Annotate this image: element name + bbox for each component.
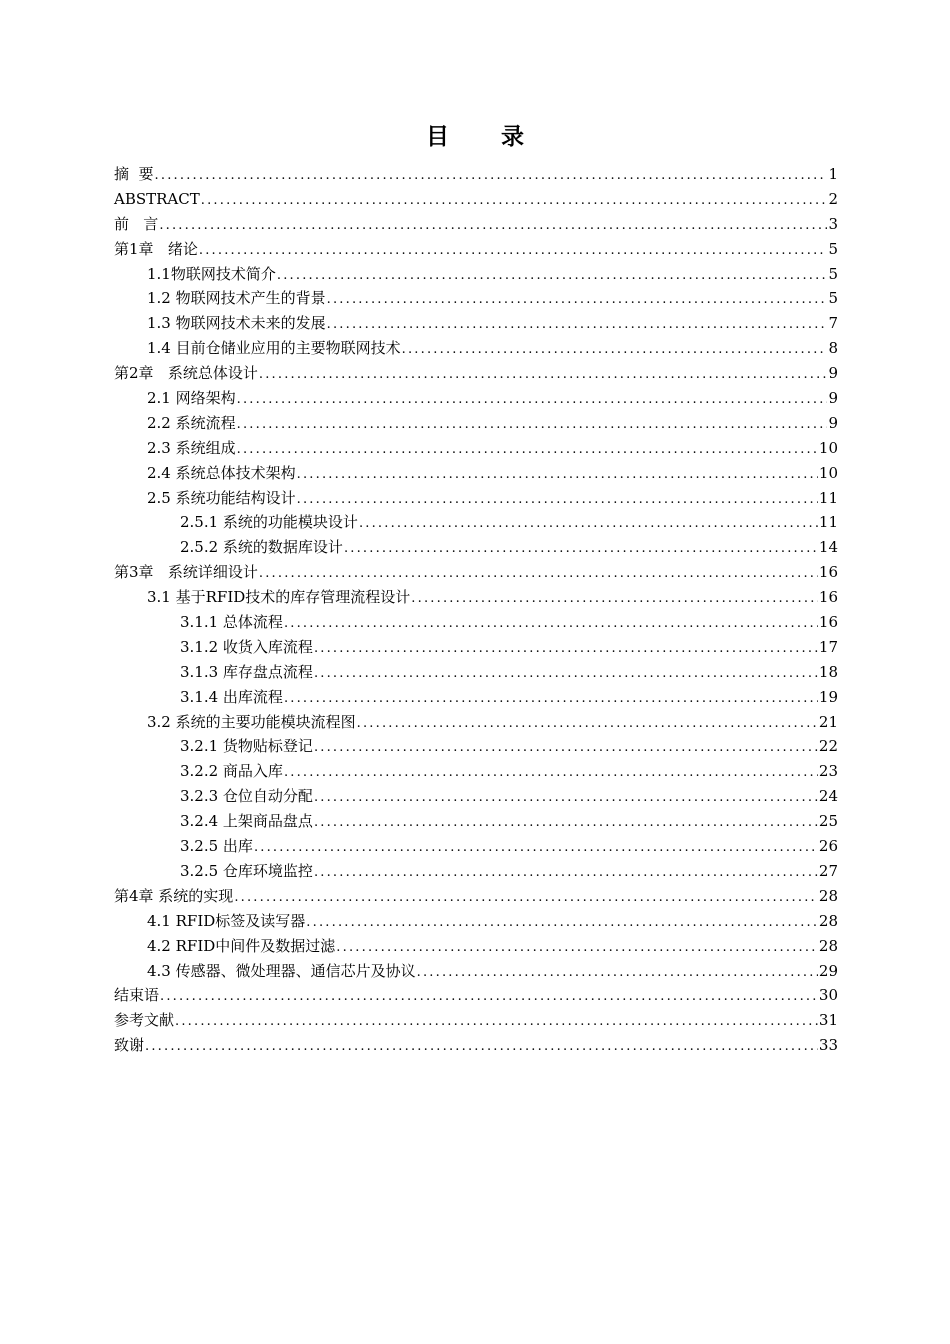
- toc-page-number: 2: [828, 189, 838, 208]
- toc-leader-dots: [155, 164, 827, 189]
- toc-page-number: 27: [818, 861, 838, 880]
- toc-entry[interactable]: [114, 436, 838, 461]
- toc-entry[interactable]: [114, 909, 838, 934]
- toc-entry-label: 1.4 目前仓储业应用的主要物联网技术: [147, 339, 401, 358]
- toc-leader-dots: [314, 786, 818, 811]
- toc-page-number: 8: [828, 339, 838, 358]
- toc-leader-dots: [411, 587, 818, 612]
- toc-entry-label: 1.3 物联网技术未来的发展: [147, 314, 326, 333]
- toc-entry[interactable]: [114, 759, 838, 784]
- toc-leader-dots: [145, 1035, 818, 1060]
- toc-leader-dots: [314, 637, 818, 662]
- toc-entry-label: 第2章 系统总体设计: [114, 364, 258, 383]
- toc-page-number: 19: [818, 687, 838, 706]
- toc-entry[interactable]: [114, 510, 838, 535]
- toc-page-number: 29: [818, 961, 838, 980]
- toc-page-number: 24: [818, 787, 838, 806]
- toc-entry[interactable]: [114, 934, 838, 959]
- toc-leader-dots: [314, 861, 818, 886]
- toc-leader-dots: [175, 1010, 818, 1035]
- toc-entry[interactable]: [114, 660, 838, 685]
- toc-page-number: 1: [828, 165, 838, 183]
- toc-leader-dots: [314, 662, 818, 687]
- toc-entry-label: 3.1.2 收货入库流程: [180, 637, 313, 656]
- toc-entry-label: 4.1 RFID标签及读写器: [147, 911, 306, 930]
- toc-leader-dots: [159, 214, 827, 239]
- toc-page-number: 30: [818, 986, 838, 1005]
- toc-page-number: 5: [828, 239, 838, 258]
- toc-leader-dots: [336, 936, 818, 961]
- toc-entry[interactable]: [114, 187, 838, 212]
- toc-entry[interactable]: [114, 983, 838, 1008]
- toc-entry[interactable]: [114, 212, 838, 237]
- toc-leader-dots: [237, 438, 818, 463]
- toc-entry[interactable]: [114, 162, 838, 187]
- toc-page-number: 9: [828, 364, 838, 383]
- toc-entry-label: 3.1.4 出库流程: [180, 687, 283, 706]
- toc-page-number: 9: [828, 389, 838, 408]
- toc-entry[interactable]: [114, 859, 838, 884]
- toc-page-number: 21: [818, 712, 838, 731]
- toc-page-number: 5: [828, 264, 838, 283]
- toc-leader-dots: [417, 961, 818, 986]
- toc-leader-dots: [201, 189, 827, 214]
- toc-leader-dots: [277, 264, 827, 289]
- toc-leader-dots: [357, 712, 818, 737]
- toc-page-number: 17: [818, 637, 838, 656]
- toc-leader-dots: [306, 911, 818, 936]
- toc-entry[interactable]: [114, 635, 838, 660]
- toc-leader-dots: [237, 388, 827, 413]
- toc-leader-dots: [314, 736, 818, 761]
- toc-entry[interactable]: [114, 535, 838, 560]
- toc-entry-label: 致谢: [114, 1036, 145, 1055]
- toc-page-number: 9: [828, 413, 838, 432]
- toc-entry-label: 2.3 系统组成: [147, 438, 236, 457]
- toc-entry-label: 1.2 物联网技术产生的背景: [147, 289, 326, 308]
- toc-page-number: 16: [818, 613, 838, 632]
- toc-leader-dots: [359, 512, 818, 537]
- toc-page-number: 14: [818, 538, 838, 557]
- toc-entry-label: 第4章 系统的实现: [114, 886, 234, 905]
- toc-leader-dots: [284, 761, 818, 786]
- toc-entry[interactable]: [114, 710, 838, 735]
- toc-page-number: 3: [828, 214, 838, 233]
- toc-entry-label: 参考文献: [114, 1011, 175, 1030]
- toc-leader-dots: [284, 687, 818, 712]
- toc-leader-dots: [402, 338, 827, 363]
- toc-entry[interactable]: [114, 685, 838, 710]
- toc-entry[interactable]: [114, 411, 838, 436]
- toc-entry-label: 1.1物联网技术简介: [147, 264, 276, 283]
- toc-entry-label: 3.2 系统的主要功能模块流程图: [147, 712, 356, 731]
- toc-leader-dots: [327, 313, 827, 338]
- toc-leader-dots: [297, 488, 818, 513]
- toc-page-number: 26: [818, 837, 838, 856]
- toc-title: 目 录: [425, 123, 546, 150]
- toc-entry-label: 2.1 网络架构: [147, 389, 236, 408]
- toc-entry-label: 摘 要: [114, 165, 154, 183]
- toc-page-number: 22: [818, 737, 838, 756]
- toc-entry[interactable]: [114, 311, 838, 336]
- toc-entry-label: 第1章 绪论: [114, 239, 198, 258]
- toc-entry-label: 2.4 系统总体技术架构: [147, 463, 296, 482]
- toc-page-number: 16: [818, 588, 838, 607]
- toc-entry[interactable]: [114, 1008, 838, 1033]
- toc-entry-label: 4.3 传感器、微处理器、通信芯片及协议: [147, 961, 416, 980]
- toc-page-number: 7: [828, 314, 838, 333]
- toc-leader-dots: [327, 288, 827, 313]
- toc-page-number: 28: [818, 911, 838, 930]
- toc-entry-label: 2.5 系统功能结构设计: [147, 488, 296, 507]
- toc-entry-label: 3.1 基于RFID技术的库存管理流程设计: [147, 588, 411, 607]
- toc-entry-label: 3.2.1 货物贴标登记: [180, 737, 313, 756]
- toc-entry-label: 3.2.5 仓库环境监控: [180, 861, 313, 880]
- toc-entry[interactable]: [114, 560, 838, 585]
- toc-entry[interactable]: [114, 361, 838, 386]
- toc-entry[interactable]: [114, 884, 838, 909]
- toc-entry-label: 3.2.2 商品入库: [180, 762, 283, 781]
- toc-entry-label: 3.1.1 总体流程: [180, 613, 283, 632]
- toc-entry-label: 2.2 系统流程: [147, 413, 236, 432]
- toc-entry[interactable]: [114, 262, 838, 287]
- toc-leader-dots: [297, 463, 818, 488]
- toc-leader-dots: [160, 985, 818, 1010]
- toc-entry[interactable]: [114, 237, 838, 262]
- toc-page-number: 16: [818, 563, 838, 582]
- toc-list: [114, 162, 838, 1058]
- toc-entry-label: 3.1.3 库存盘点流程: [180, 662, 313, 681]
- toc-leader-dots: [259, 363, 827, 388]
- toc-entry-label: 前 言: [114, 214, 159, 233]
- toc-page-number: 25: [818, 812, 838, 831]
- toc-entry[interactable]: [114, 610, 838, 635]
- toc-entry-label: 2.5.2 系统的数据库设计: [180, 538, 343, 557]
- toc-entry[interactable]: [114, 959, 838, 984]
- toc-entry[interactable]: [114, 461, 838, 486]
- toc-entry[interactable]: [114, 486, 838, 511]
- toc-leader-dots: [254, 836, 818, 861]
- toc-entry[interactable]: [114, 784, 838, 809]
- toc-entry-label: 第3章 系统详细设计: [114, 563, 258, 582]
- toc-page-number: 18: [818, 662, 838, 681]
- toc-entry-label: 3.2.3 仓位自动分配: [180, 787, 313, 806]
- toc-leader-dots: [234, 886, 818, 911]
- toc-entry[interactable]: [114, 809, 838, 834]
- toc-page-number: 28: [818, 886, 838, 905]
- toc-entry[interactable]: [114, 286, 838, 311]
- toc-entry[interactable]: [114, 1033, 838, 1058]
- toc-leader-dots: [344, 537, 818, 562]
- toc-page-number: 10: [818, 438, 838, 457]
- toc-entry[interactable]: [114, 386, 838, 411]
- toc-entry-label: 4.2 RFID中间件及数据过滤: [147, 936, 336, 955]
- toc-page-number: 31: [818, 1011, 838, 1030]
- toc-page-number: 10: [818, 463, 838, 482]
- toc-leader-dots: [284, 612, 818, 637]
- toc-entry-label: 2.5.1 系统的功能模块设计: [180, 513, 358, 532]
- toc-leader-dots: [237, 413, 827, 438]
- toc-leader-dots: [314, 811, 818, 836]
- toc-entry[interactable]: [114, 834, 838, 859]
- toc-page-number: 11: [818, 488, 838, 507]
- toc-leader-dots: [259, 562, 818, 587]
- toc-page-number: 28: [818, 936, 838, 955]
- toc-page-number: 11: [818, 513, 838, 532]
- toc-page-number: 33: [818, 1036, 838, 1055]
- toc-entry-label: 结束语: [114, 986, 160, 1005]
- toc-leader-dots: [199, 239, 827, 264]
- toc-entry[interactable]: [114, 585, 838, 610]
- toc-entry-label: ABSTRACT: [114, 189, 200, 208]
- toc-page-number: 5: [828, 289, 838, 308]
- toc-entry-label: 3.2.4 上架商品盘点: [180, 812, 313, 831]
- toc-entry[interactable]: [114, 734, 838, 759]
- toc-page-number: 23: [818, 762, 838, 781]
- toc-entry-label: 3.2.5 出库: [180, 837, 253, 856]
- toc-entry[interactable]: [114, 336, 838, 361]
